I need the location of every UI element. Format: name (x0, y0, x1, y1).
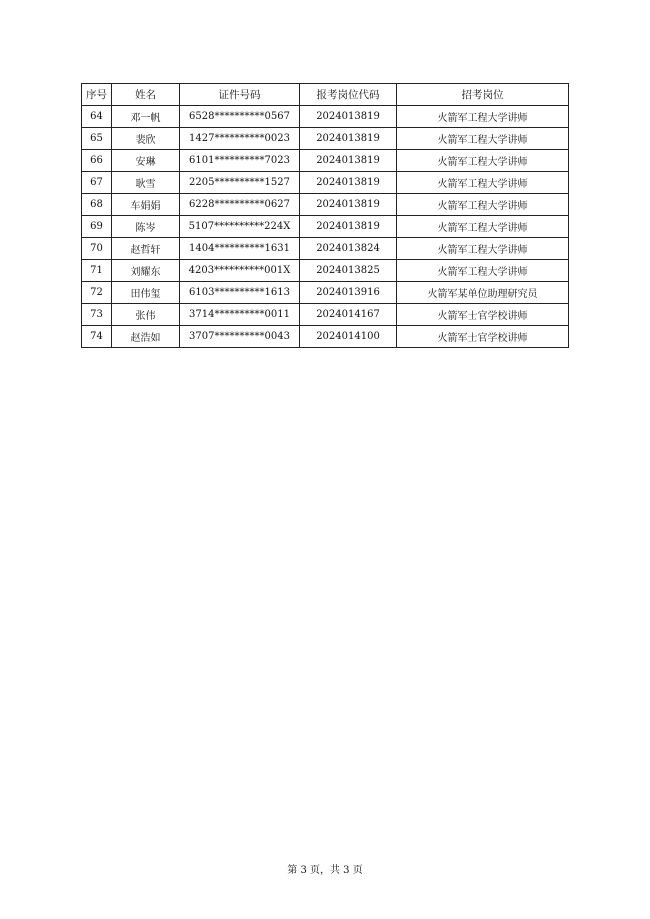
cell-post: 火箭军某单位助理研究员 (397, 282, 569, 304)
cell-post: 火箭军工程大学讲师 (397, 194, 569, 216)
cell-id: 6103**********1613 (180, 282, 300, 304)
cell-code: 2024013916 (300, 282, 397, 304)
cell-seq: 70 (82, 238, 112, 260)
cell-post: 火箭军士官学校讲师 (397, 326, 569, 348)
cell-seq: 64 (82, 106, 112, 128)
cell-seq: 66 (82, 150, 112, 172)
cell-seq: 71 (82, 260, 112, 282)
cell-code: 2024014100 (300, 326, 397, 348)
table-header-row (82, 84, 569, 106)
table-row (82, 238, 569, 260)
cell-name: 耿雪 (112, 172, 180, 194)
cell-name: 赵哲轩 (112, 238, 180, 260)
cell-code: 2024013819 (300, 216, 397, 238)
table-row (82, 194, 569, 216)
table-row (82, 106, 569, 128)
cell-seq: 69 (82, 216, 112, 238)
table-row (82, 282, 569, 304)
candidate-table (81, 83, 569, 348)
cell-id: 6528**********0567 (180, 106, 300, 128)
cell-post: 火箭军工程大学讲师 (397, 216, 569, 238)
cell-id: 5107**********224X (180, 216, 300, 238)
cell-id: 1404**********1631 (180, 238, 300, 260)
cell-name: 田伟玺 (112, 282, 180, 304)
cell-post: 火箭军工程大学讲师 (397, 172, 569, 194)
table-body (82, 106, 569, 348)
cell-code: 2024013824 (300, 238, 397, 260)
cell-seq: 72 (82, 282, 112, 304)
cell-code: 2024013825 (300, 260, 397, 282)
cell-name: 安琳 (112, 150, 180, 172)
cell-seq: 74 (82, 326, 112, 348)
header-seq: 序号 (82, 84, 112, 106)
table-row (82, 304, 569, 326)
table-row (82, 326, 569, 348)
cell-code: 2024013819 (300, 172, 397, 194)
cell-name: 张伟 (112, 304, 180, 326)
cell-id: 4203**********001X (180, 260, 300, 282)
cell-seq: 68 (82, 194, 112, 216)
cell-name: 邓一帆 (112, 106, 180, 128)
cell-code: 2024013819 (300, 194, 397, 216)
cell-seq: 67 (82, 172, 112, 194)
table-row (82, 150, 569, 172)
cell-name: 刘耀东 (112, 260, 180, 282)
cell-code: 2024013819 (300, 106, 397, 128)
cell-name: 裴欣 (112, 128, 180, 150)
cell-post: 火箭军工程大学讲师 (397, 150, 569, 172)
header-id: 证件号码 (180, 84, 300, 106)
cell-seq: 65 (82, 128, 112, 150)
header-post: 招考岗位 (397, 84, 569, 106)
header-name: 姓名 (112, 84, 180, 106)
page-footer: 第 3 页，共 3 页 (287, 865, 363, 876)
cell-id: 6228**********0627 (180, 194, 300, 216)
cell-code: 2024014167 (300, 304, 397, 326)
cell-post: 火箭军工程大学讲师 (397, 128, 569, 150)
cell-id: 6101**********7023 (180, 150, 300, 172)
cell-post: 火箭军士官学校讲师 (397, 304, 569, 326)
cell-id: 3707**********0043 (180, 326, 300, 348)
cell-post: 火箭军工程大学讲师 (397, 260, 569, 282)
cell-name: 车娟娟 (112, 194, 180, 216)
cell-seq: 73 (82, 304, 112, 326)
cell-id: 1427**********0023 (180, 128, 300, 150)
cell-id: 2205**********1527 (180, 172, 300, 194)
table-row (82, 172, 569, 194)
cell-name: 赵浩如 (112, 326, 180, 348)
cell-post: 火箭军工程大学讲师 (397, 106, 569, 128)
cell-name: 陈岑 (112, 216, 180, 238)
table-row (82, 216, 569, 238)
cell-code: 2024013819 (300, 150, 397, 172)
cell-id: 3714**********0011 (180, 304, 300, 326)
cell-code: 2024013819 (300, 128, 397, 150)
header-code: 报考岗位代码 (300, 84, 397, 106)
cell-post: 火箭军工程大学讲师 (397, 238, 569, 260)
table-row (82, 128, 569, 150)
table-row (82, 260, 569, 282)
